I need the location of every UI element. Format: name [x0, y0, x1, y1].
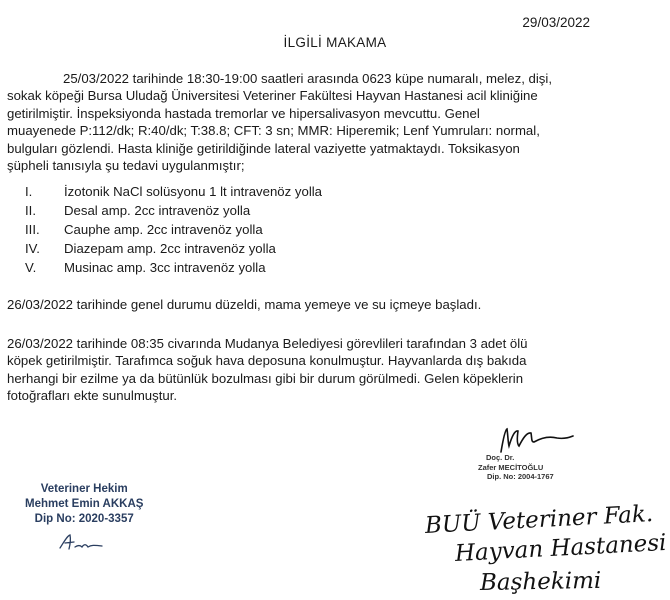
list-item — [7, 258, 322, 277]
paragraph-line: şüpheli tanısıyla şu tedavi uygulanmıştır; — [7, 158, 245, 174]
paragraph-line: herhangi bir ezilme ya da bütünlük bozulması gibi bir durum görülmedi. Gelen köpeklerin — [7, 370, 524, 386]
paragraph-line: sokak köpeği Bursa Uludağ Üniversitesi Veteriner Fakültesi Hayvan Hastanesi acil kliniğine — [7, 88, 538, 104]
paragraph-line: köpek getirilmiştir. Tarafımca soğuk hava deposuna konulmuştur. Hayvanlarda dış bakıda — [7, 353, 527, 369]
list-item — [7, 182, 322, 201]
handwritten-line: Başhekimi — [479, 567, 602, 596]
list-item-number: II. — [25, 203, 36, 218]
list-item-number: III. — [25, 222, 40, 237]
paragraph-dead-dogs — [7, 335, 667, 405]
vet-name: Mehmet Emin AKKAŞ — [25, 498, 144, 510]
list-item-text: Diazepam amp. 2cc intravenöz yolla — [64, 241, 276, 256]
doctor-dip-no: Dip. No: 2004-1767 — [487, 472, 554, 481]
list-item — [7, 220, 322, 239]
paragraph-line: 25/03/2022 tarihinde 18:30-19:00 saatleri arasında 0623 küpe numaralı, melez, dişi, — [63, 71, 552, 86]
list-item-number: V. — [25, 260, 37, 275]
doctor-signature — [495, 422, 575, 454]
letter-date: 29/03/2022 — [522, 15, 590, 30]
list-item-text: Musinac amp. 3cc intravenöz yolla — [64, 260, 266, 275]
doctor-title: Doç. Dr. — [486, 453, 515, 462]
handwritten-line: Hayvan Hastanesi — [454, 529, 668, 567]
handwritten-line: BUÜ Veteriner Fak. — [424, 501, 654, 539]
vet-signature — [58, 532, 104, 552]
paragraph-line: fotoğrafları ekte sunulmuştur. — [7, 388, 178, 404]
list-item — [7, 239, 322, 258]
list-item-text: Cauphe amp. 2cc intravenöz yolla — [64, 222, 263, 237]
paragraph-line: bulguları gözlendi. Hasta kliniğe getirildiğinde lateral vaziyette yatmaktaydı. Toksikasyon — [7, 140, 520, 156]
doctor-name: Zafer MECİTOĞLU — [478, 462, 544, 472]
doctor-stamp — [478, 453, 554, 482]
paragraph-line: getirilmiştir. İnspeksiyonda hastada tremorlar ve hipersalivasyon mevcuttu. Genel — [7, 105, 480, 121]
paragraph-line: muayenede P:112/dk; R:40/dk; T:38.8; CFT: 3 sn; MMR: Hiperemik; Lenf Yumruları: normal, — [7, 123, 540, 139]
vet-dip-no: Dip No: 2020-3357 — [34, 513, 134, 525]
list-item-text: İzotonik NaCl solüsyonu 1 lt intravenöz yolla — [64, 184, 323, 199]
list-item — [7, 201, 322, 220]
paragraph-line: 26/03/2022 tarihinde 08:35 civarında Mudanya Belediyesi görevlileri tarafından 3 adet ölü — [7, 336, 528, 351]
vet-stamp — [25, 482, 143, 527]
list-item-number: I. — [25, 184, 33, 199]
letter-heading: İLGİLİ MAKAMA — [283, 35, 387, 50]
paragraph-recovery: 26/03/2022 tarihinde genel durumu düzeldi, mama yemeye ve su içmeye başladı. — [7, 297, 482, 312]
paragraph-incident — [7, 70, 667, 174]
treatment-list — [7, 182, 322, 277]
vet-title: Veteriner Hekim — [40, 483, 128, 495]
list-item-text: Desal amp. 2cc intravenöz yolla — [64, 203, 251, 218]
list-item-number: IV. — [25, 241, 40, 256]
